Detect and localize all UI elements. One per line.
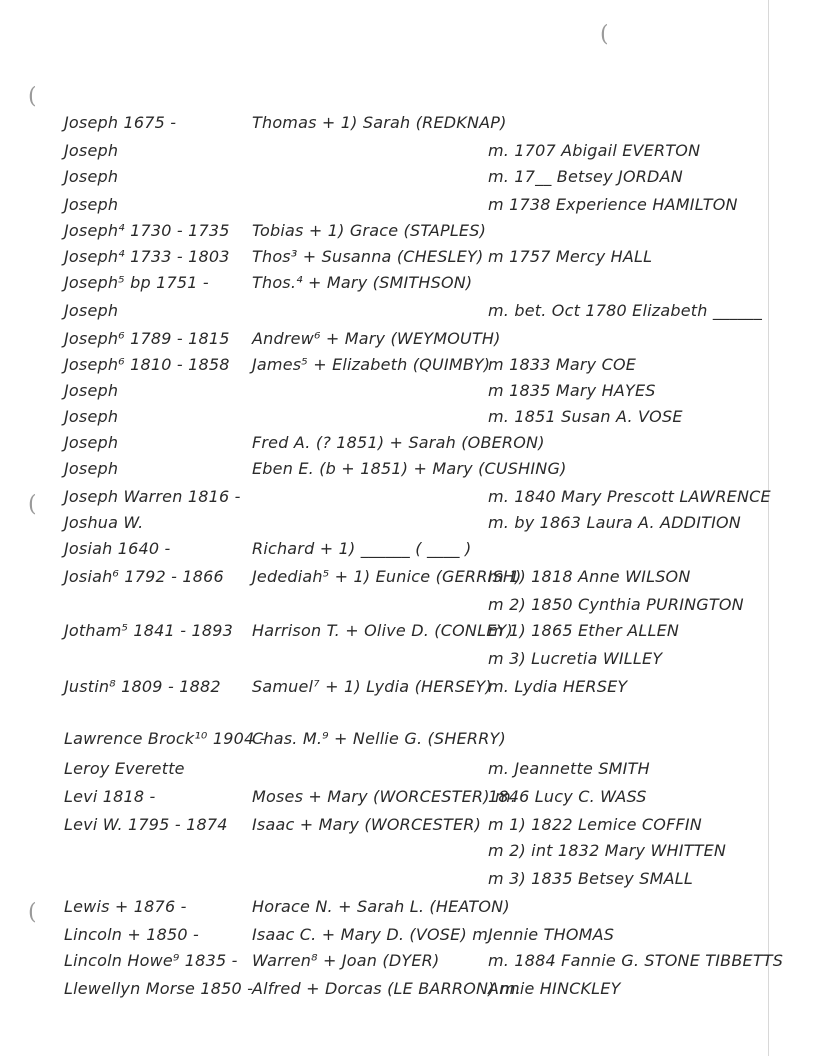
entry-name: Joseph Warren 1816 -	[64, 487, 241, 506]
entry-parents: Thomas + 1) Sarah (REDKNAP)	[252, 113, 507, 132]
entry-name: Joseph	[64, 459, 119, 478]
entry-name: Lawrence Brock¹⁰ 1904 -	[64, 729, 266, 748]
binder-hole-mark: (	[28, 84, 37, 109]
entry-parents: Tobias + 1) Grace (STAPLES)	[252, 221, 487, 240]
entry-parents: Alfred + Dorcas (LE BARRON) m.	[252, 979, 521, 998]
entry-parents: Thos³ + Susanna (CHESLEY)	[252, 247, 484, 266]
entry-parents: Andrew⁶ + Mary (WEYMOUTH)	[252, 329, 501, 348]
binder-hole-mark: (	[28, 900, 37, 925]
entry-parents: Thos.⁴ + Mary (SMITHSON)	[252, 273, 473, 292]
entry-marriage: m. by 1863 Laura A. ADDITION	[488, 513, 741, 532]
binder-hole-mark: (	[600, 22, 609, 47]
entry-name: Llewellyn Morse 1850 -	[64, 979, 254, 998]
entry-parents: Moses + Mary (WORCESTER) m.	[252, 787, 517, 806]
entry-parents: Eben E. (b + 1851) + Mary (CUSHING)	[252, 459, 567, 478]
entry-marriage: Jennie THOMAS	[488, 925, 615, 944]
entry-parents: Harrison T. + Olive D. (CONLEY)	[252, 621, 513, 640]
entry-parents: Jedediah⁵ + 1) Eunice (GERRISH)	[252, 567, 522, 586]
entry-parents: Horace N. + Sarah L. (HEATON)	[252, 897, 510, 916]
entry-name: Joseph⁶ 1789 - 1815	[64, 329, 230, 348]
entry-parents: Chas. M.⁹ + Nellie G. (SHERRY)	[252, 729, 506, 748]
entry-name: Lincoln + 1850 -	[64, 925, 200, 944]
entry-name: Joseph⁴ 1730 - 1735	[64, 221, 230, 240]
entry-marriage: m 2) 1850 Cynthia PURINGTON	[488, 595, 744, 614]
entry-name: Joseph	[64, 407, 119, 426]
entry-name: Lincoln Howe⁹ 1835 -	[64, 951, 238, 970]
entry-name: Josiah⁶ 1792 - 1866	[64, 567, 224, 586]
entry-marriage: Annie HINCKLEY	[488, 979, 621, 998]
entry-name: Joseph⁵ bp 1751 -	[64, 273, 209, 292]
entry-marriage: m 1) 1865 Ether ALLEN	[488, 621, 680, 640]
entry-marriage: 1846 Lucy C. WASS	[488, 787, 647, 806]
entry-parents: Richard + 1) ______ ( ____ )	[252, 539, 472, 558]
entry-parents: Samuel⁷ + 1) Lydia (HERSEY)	[252, 677, 492, 696]
entry-marriage: m 1757 Mercy HALL	[488, 247, 653, 266]
entry-name: Joseph	[64, 433, 119, 452]
entry-marriage: m 1738 Experience HAMILTON	[488, 195, 738, 214]
entry-marriage: m 1835 Mary HAYES	[488, 381, 656, 400]
entry-name: Lewis + 1876 -	[64, 897, 187, 916]
entry-marriage: m. 1840 Mary Prescott LAWRENCE	[488, 487, 771, 506]
entry-name: Levi 1818 -	[64, 787, 156, 806]
entry-parents: Isaac C. + Mary D. (VOSE) m.	[252, 925, 494, 944]
entry-name: Joseph 1675 -	[64, 113, 177, 132]
entry-name: Joseph	[64, 141, 119, 160]
entry-marriage: m. 1707 Abigail EVERTON	[488, 141, 701, 160]
entry-parents: Fred A. (? 1851) + Sarah (OBERON)	[252, 433, 545, 452]
entry-name: Joseph⁶ 1810 - 1858	[64, 355, 230, 374]
entry-name: Jotham⁵ 1841 - 1893	[64, 621, 233, 640]
entry-marriage: m. bet. Oct 1780 Elizabeth ______	[488, 301, 763, 320]
entry-name: Justin⁸ 1809 - 1882	[64, 677, 221, 696]
entry-name: Joseph⁴ 1733 - 1803	[64, 247, 230, 266]
entry-marriage: m 3) 1835 Betsey SMALL	[488, 869, 693, 888]
entry-parents: James⁵ + Elizabeth (QUIMBY)	[252, 355, 491, 374]
entry-marriage: m 1833 Mary COE	[488, 355, 637, 374]
entry-marriage: m 3) Lucretia WILLEY	[488, 649, 663, 668]
entry-name: Joseph	[64, 381, 119, 400]
margin-rule	[768, 0, 769, 1056]
entry-parents: Isaac + Mary (WORCESTER)	[252, 815, 482, 834]
entry-marriage: m. Lydia HERSEY	[488, 677, 628, 696]
entry-name: Joshua W.	[64, 513, 144, 532]
entry-name: Joseph	[64, 301, 119, 320]
entry-name: Levi W. 1795 - 1874	[64, 815, 228, 834]
entry-name: Joseph	[64, 167, 119, 186]
entry-marriage: m. 1851 Susan A. VOSE	[488, 407, 683, 426]
entry-parents: Warren⁸ + Joan (DYER)	[252, 951, 440, 970]
entry-marriage: m. 1884 Fannie G. STONE TIBBETTS	[488, 951, 784, 970]
entry-marriage: m. Jeannette SMITH	[488, 759, 650, 778]
entry-marriage: m. 17__ Betsey JORDAN	[488, 167, 683, 186]
entry-name: Joseph	[64, 195, 119, 214]
entry-name: Josiah 1640 -	[64, 539, 171, 558]
entry-marriage: m 2) int 1832 Mary WHITTEN	[488, 841, 727, 860]
entry-name: Leroy Everette	[64, 759, 185, 778]
binder-hole-mark: (	[28, 492, 37, 517]
entry-marriage: m 1) 1818 Anne WILSON	[488, 567, 691, 586]
entry-marriage: m 1) 1822 Lemice COFFIN	[488, 815, 702, 834]
